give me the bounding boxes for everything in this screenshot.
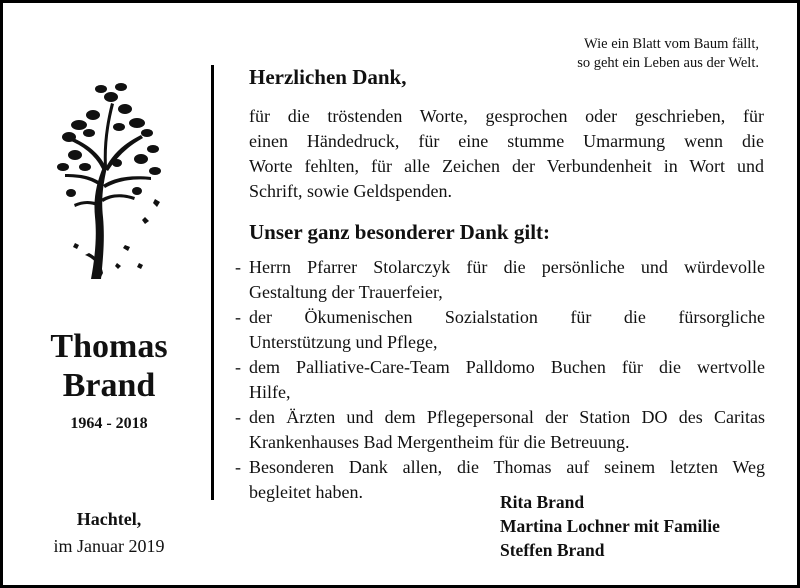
divider	[211, 65, 214, 500]
list-item	[235, 305, 765, 355]
item-line: Besonderen Dank allen, die Thomas auf seinem letzten Weg	[249, 457, 765, 477]
item-line: Unterstützung und Pflege,	[249, 332, 438, 352]
intro-line: Schrift, sowie Geldspenden.	[249, 181, 452, 201]
date: im Januar 2019	[53, 536, 165, 556]
list-item	[235, 255, 765, 305]
intro-line: Worte fehlten, für alle Zeichen der Verbundenheit in Wort und	[249, 156, 764, 176]
signer: Rita Brand	[500, 492, 585, 512]
item-line: begleitet haben.	[249, 482, 363, 502]
signer: Martina Lochner mit Familie	[500, 516, 720, 536]
heading-special-thanks: Unser ganz besonderer Dank gilt:	[249, 220, 551, 244]
motto-line: so geht ein Leben aus der Welt.	[577, 55, 759, 71]
dash: -	[235, 257, 241, 277]
heading-thanks: Herzlichen Dank,	[249, 65, 407, 89]
place: Hachtel,	[76, 509, 142, 529]
dash: -	[235, 307, 241, 327]
signer: Steffen Brand	[500, 540, 605, 560]
list-item	[235, 405, 765, 455]
intro-paragraph	[249, 104, 764, 204]
tree-icon	[55, 67, 165, 287]
item-line: Gestaltung der Trauerfeier,	[249, 282, 443, 302]
dash: -	[235, 457, 241, 477]
motto	[577, 35, 759, 73]
list-item	[235, 355, 765, 405]
dash: -	[235, 357, 241, 377]
thanks-list	[235, 255, 765, 505]
life-years: 1964 - 2018	[70, 415, 148, 432]
intro-line: einen Händedruck, für eine stumme Umarmung wenn die	[249, 131, 764, 151]
item-line: Krankenhauses Bad Mergentheim für die Betreuung.	[249, 432, 630, 452]
item-line: dem Palliative-Care-Team Palldomo Buchen für die wertvolle	[249, 357, 765, 377]
item-line: Herrn Pfarrer Stolarczyk für die persönliche und würdevolle	[249, 257, 765, 277]
item-line: den Ärzten und dem Pflegepersonal der Station DO des Caritas	[249, 407, 765, 427]
intro-line: für die tröstenden Worte, gesprochen oder geschrieben, für	[249, 106, 764, 126]
motto-line: Wie ein Blatt vom Baum fällt,	[584, 36, 759, 52]
dash: -	[235, 407, 241, 427]
deceased-last-name: Brand	[62, 367, 156, 404]
deceased-first-name: Thomas	[50, 328, 168, 365]
item-line: der Ökumenischen Sozialstation für die fürsorgliche	[249, 307, 765, 327]
item-line: Hilfe,	[249, 382, 291, 402]
signers	[500, 490, 720, 562]
